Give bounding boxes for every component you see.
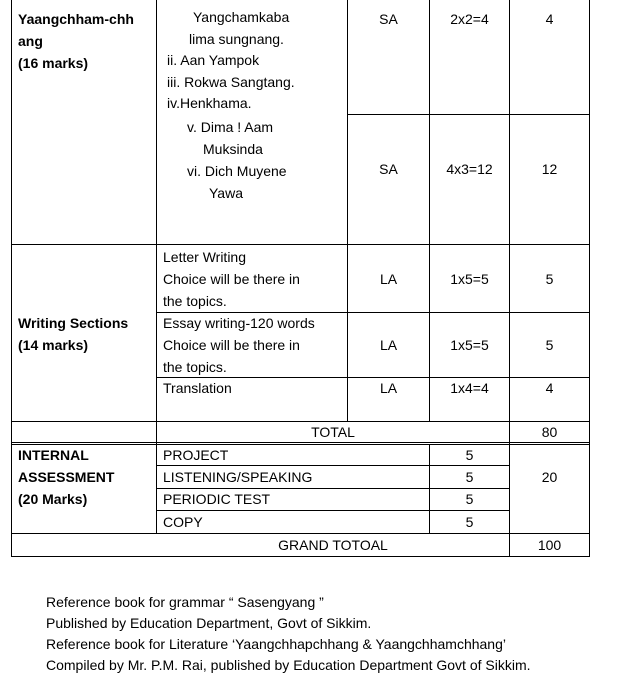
rule [347, 0, 348, 422]
reference-line: Reference book for Literature ‘Yaangchhapchhang & Yaangchhamchhang’ [46, 636, 506, 652]
total-yaangchham-a: 4 [545, 11, 554, 27]
internal-marks-copy: 5 [465, 514, 474, 530]
internal-marks-listening: 5 [465, 469, 474, 485]
section-writing: Writing Sections (14 marks) [18, 315, 129, 353]
reference-line: Published by Education Department, Govt of Sikkim. [46, 615, 372, 631]
internal-total: 20 [541, 469, 558, 485]
internal-marks-periodic: 5 [465, 491, 474, 507]
essay-type: LA [379, 337, 398, 353]
internal-item-periodic: PERIODIC TEST [163, 491, 271, 507]
total-label: TOTAL [311, 424, 355, 440]
essay-writing: Essay writing-120 words Choice will be there in the topics. [163, 315, 315, 375]
translation-total: 4 [545, 380, 554, 396]
translation-type: LA [379, 380, 398, 396]
rule [347, 114, 589, 115]
rule [589, 0, 590, 557]
letter-writing: Letter Writing Choice will be there in the topics. [163, 249, 300, 309]
translation: Translation [163, 380, 232, 396]
total-yaangchham-b: 12 [541, 161, 558, 177]
rule [11, 556, 589, 557]
type-yaangchham-a: SA [379, 11, 398, 27]
references [46, 592, 531, 676]
essay-marks: 1x5=5 [450, 337, 489, 353]
marks-yaangchham-b: 4x3=12 [446, 161, 493, 177]
letter-total: 5 [545, 271, 554, 287]
internal-marks-project: 5 [465, 447, 474, 463]
section-yaangchham: Yaangchham-chh ang (16 marks) [18, 11, 134, 71]
marks-yaangchham-a: 2x2=4 [450, 11, 489, 27]
letter-marks: 1x5=5 [450, 271, 489, 287]
reference-line: Reference book for grammar “ Sasengyang ” [46, 594, 324, 610]
translation-marks: 1x4=4 [450, 380, 489, 396]
essay-total: 5 [545, 337, 554, 353]
grand-total-label: GRAND TOTOAL [278, 537, 388, 553]
total-value: 80 [541, 424, 558, 440]
internal-item-project: PROJECT [163, 447, 229, 463]
letter-type: LA [379, 271, 398, 287]
type-yaangchham-b: SA [379, 161, 398, 177]
items-yaangchham-b: v. Dima ! Aam Muksinda vi. Dich Muyene Yawa [187, 119, 287, 201]
internal-item-copy: COPY [163, 514, 203, 530]
rule [11, 244, 589, 245]
reference-line: Compiled by Mr. P.M. Rai, published by Education Department Govt of Sikkim. [46, 657, 531, 673]
rule [429, 0, 430, 422]
internal-item-listening: LISTENING/SPEAKING [163, 469, 313, 485]
section-internal: INTERNAL ASSESSMENT (20 Marks) [18, 447, 115, 507]
rule [11, 0, 12, 557]
items-yaangchham-a: Yangchamkaba lima sungnang. ii. Aan Yampok iii. Rokwa Sangtang. iv.Henkhama. [167, 9, 295, 112]
grand-total-value: 100 [537, 537, 562, 553]
